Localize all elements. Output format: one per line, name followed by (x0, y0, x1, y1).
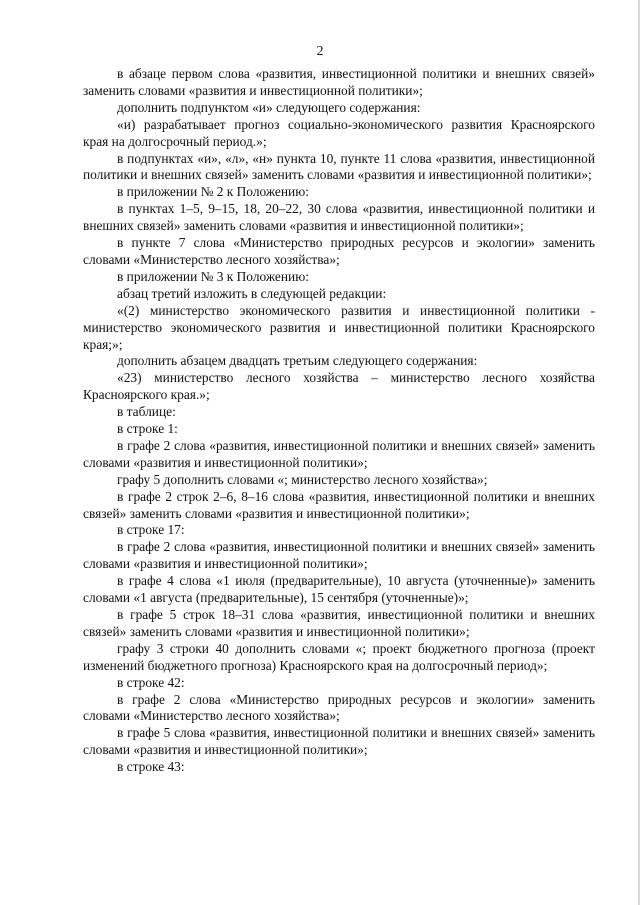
paragraph: в графе 5 строк 18–31 слова «развития, инвестиционной политики и внешних связей» заменить словами «развития и инвестиционной политики»; (83, 607, 595, 639)
paragraph: в графе 2 слова «Министерство природных ресурсов и экологии» заменить словами «Министерство лесного хозяйства»; (83, 691, 595, 724)
paragraph: в пункте 7 слова «Министерство природных ресурсов и экологии» заменить словами «Министерство лесного хозяйства»; (83, 235, 595, 267)
paragraph: «23) министерство лесного хозяйства – министерство лесного хозяйства Красноярского края.»; (83, 370, 595, 403)
paragraph: «и) разрабатывает прогноз социально-экономического развития Красноярского края на долгосрочный период.»; (83, 116, 595, 149)
paragraph: графу 5 дополнить словами «; министерство лесного хозяйства»; (117, 471, 488, 487)
paragraph: в строке 43: (117, 759, 185, 775)
page-number: 2 (316, 44, 324, 59)
paragraph: в приложении № 2 к Положению: (117, 184, 309, 200)
paragraph: в графе 5 слова «развития, инвестиционной политики и внешних связей» заменить словами «развития и инвестиционной политики»; (83, 725, 595, 758)
paragraph: в приложении № 3 к Положению: (117, 268, 309, 284)
paragraph: дополнить абзацем двадцать третьим следующего содержания: (117, 353, 478, 369)
paragraph: в строке 42: (117, 674, 185, 690)
paragraph: «(2) министерство экономического развития и инвестиционной политики - министерство экономического развития и инвестиционной политики Красноярского края;»; (83, 302, 595, 352)
paragraph: абзац третий изложить в следующей редакции: (117, 285, 387, 301)
paragraph: в строке 17: (117, 522, 185, 538)
paragraph: в подпунктах «и», «л», «н» пункта 10, пункте 11 слова «развития, инвестиционной политики и внешних связей» заменить словами «развития и инвестиционной политики»; (83, 150, 595, 183)
paragraph: в графе 2 слова «развития, инвестиционной политики и внешних связей» заменить словами «развития и инвестиционной политики»; (83, 437, 595, 470)
paragraph: в графе 2 слова «развития, инвестиционной политики и внешних связей» заменить словами «развития и инвестиционной политики»; (83, 539, 595, 572)
paragraph: дополнить подпунктом «и» следующего содержания: (117, 99, 421, 115)
paragraph: в пунктах 1–5, 9–15, 18, 20–22, 30 слова «развития, инвестиционной политики и внешних связей» заменить словами «развития и инвестиционной политики»; (83, 201, 595, 234)
paragraph: графу 3 строки 40 дополнить словами «; проект бюджетного прогноза (проект изменений бюджетного прогноза) Красноярского края на долгосрочный период»; (83, 640, 595, 673)
document-body (83, 66, 595, 776)
paragraph: в абзаце первом слова «развития, инвестиционной политики и внешних связей» заменить словами «развития и инвестиционной политики»; (83, 66, 595, 98)
paragraph: в таблице: (117, 404, 176, 420)
paragraph: в строке 1: (117, 421, 178, 437)
paragraph: в графе 4 слова «1 июля (предварительные), 10 августа (уточненные)» заменить словами «1 августа (предварительные), 15 сентября (уточненные)»; (83, 573, 595, 606)
paragraph: в графе 2 строк 2–6, 8–16 слова «развития, инвестиционной политики и внешних связей» заменить словами «развития и инвестиционной политики»; (83, 488, 595, 521)
